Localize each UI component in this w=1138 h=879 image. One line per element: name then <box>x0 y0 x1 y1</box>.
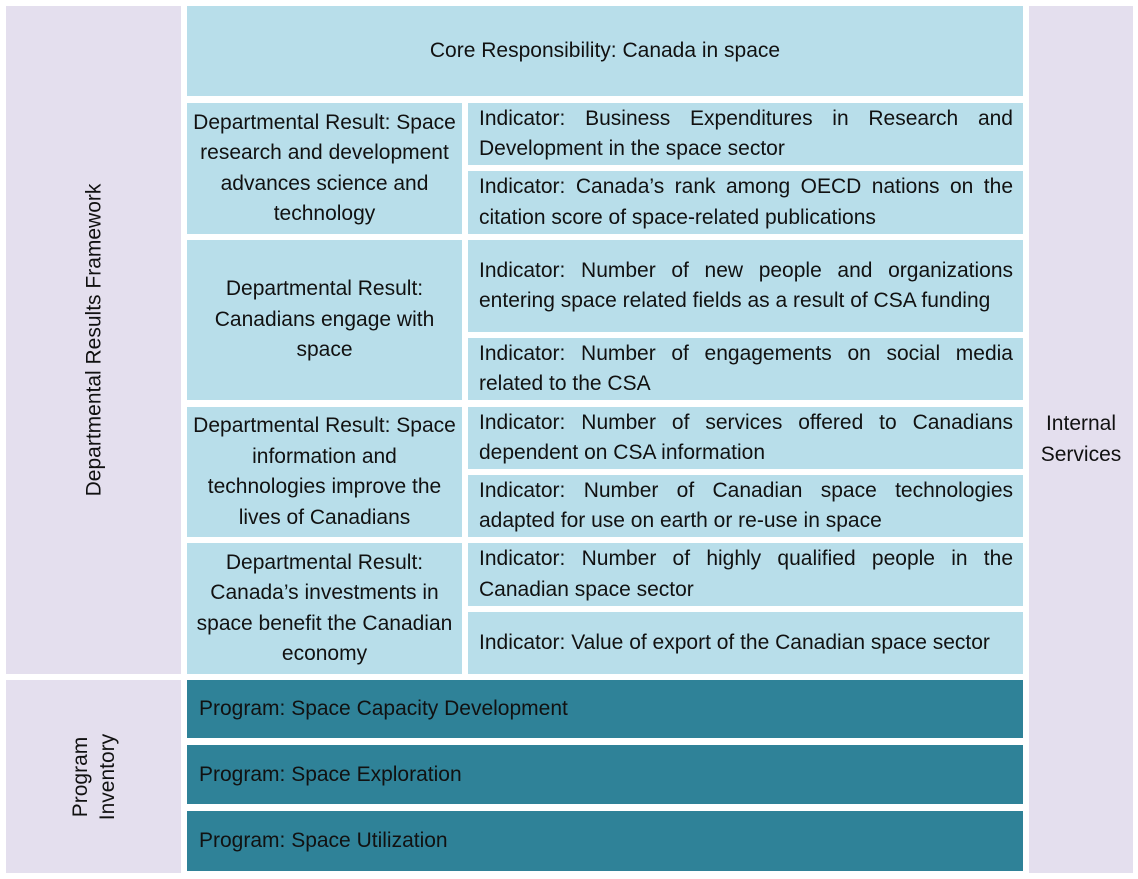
departmental-result-3: Departmental Result: Space information and technologies improve the lives of Canadians <box>187 407 462 537</box>
departmental-result-2: Departmental Result: Canadians engage with space <box>187 240 462 400</box>
indicator-1-2 <box>468 171 1023 234</box>
indicator-4-2 <box>468 612 1023 674</box>
core-responsibility: Core Responsibility: Canada in space <box>187 6 1023 96</box>
inventory-label: Program Inventory <box>68 733 119 820</box>
indicator-3-1 <box>468 407 1023 469</box>
indicator-2-2 <box>468 338 1023 400</box>
departmental-result-4: Departmental Result: Canada’s investments in space benefit the Canadian economy <box>187 543 462 674</box>
inventory-panel <box>6 680 181 873</box>
indicator-text: Indicator: Value of export of the Canadian space sector <box>479 630 990 654</box>
indicator-text: Indicator: Number of services offered to Canadians dependent on CSA information <box>479 410 1013 464</box>
framework-panel <box>6 6 181 674</box>
indicator-2-1 <box>468 240 1023 332</box>
indicator-text: Indicator: Number of engagements on social media related to the CSA <box>479 341 1013 395</box>
indicator-3-2 <box>468 475 1023 537</box>
indicator-text: Indicator: Number of highly qualified people in the Canadian space sector <box>479 547 1013 601</box>
program-space-utilization: Program: Space Utilization <box>187 811 1023 871</box>
indicator-text: Indicator: Number of new people and organizations entering space related fields as a result of CSA funding <box>479 258 1013 312</box>
program-space-exploration: Program: Space Exploration <box>187 745 1023 804</box>
indicator-text: Indicator: Number of Canadian space technologies adapted for use on earth or re-use in space <box>479 478 1013 532</box>
indicator-text: Indicator: Business Expenditures in Research and Development in the space sector <box>479 106 1013 160</box>
departmental-result-1: Departmental Result: Space research and development advances science and technology <box>187 103 462 234</box>
framework-label: Departmental Results Framework <box>82 183 105 497</box>
internal-services-panel <box>1029 6 1133 873</box>
indicator-text: Indicator: Canada’s rank among OECD nations on the citation score of space-related publications <box>479 175 1013 229</box>
program-space-capacity-development: Program: Space Capacity Development <box>187 680 1023 738</box>
indicator-4-1 <box>468 543 1023 606</box>
indicator-1-1 <box>468 103 1023 165</box>
internal-services-label: Internal Services <box>1040 412 1122 466</box>
